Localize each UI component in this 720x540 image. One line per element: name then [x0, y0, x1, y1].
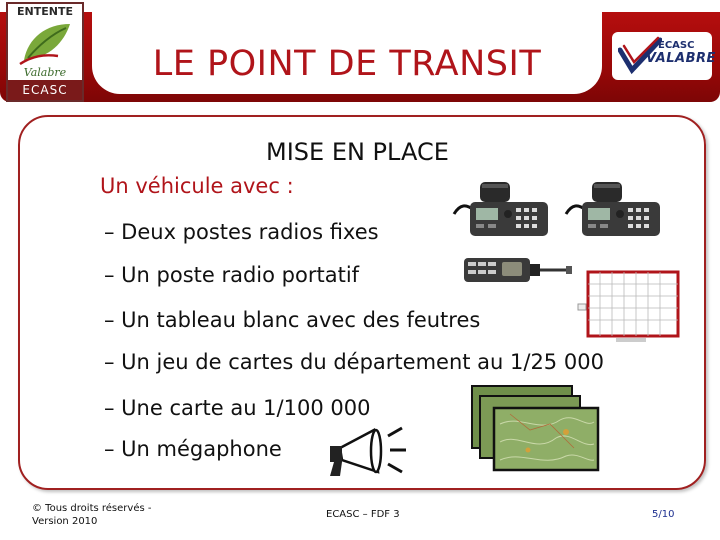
whiteboard-icon	[576, 270, 688, 346]
logo-line1: ECASC	[658, 40, 695, 51]
section-subtitle: MISE EN PLACE	[266, 138, 449, 166]
intro-text: Un véhicule avec :	[100, 174, 294, 198]
copyright-footer	[32, 502, 151, 528]
entente-logo	[6, 2, 84, 102]
list-item: – Un mégaphone	[104, 437, 282, 461]
list-item: – Un poste radio portatif	[104, 263, 360, 287]
logo-line2: VALABRE	[646, 51, 716, 66]
logo-bottom-text: ECASC	[8, 80, 82, 100]
leaf-icon	[18, 20, 74, 66]
fixed-radio-icon	[564, 180, 664, 242]
list-item: – Un jeu de cartes du département au 1/25 000	[104, 350, 604, 374]
handheld-radio-icon	[462, 254, 574, 288]
ecasc-valabre-logo	[612, 32, 716, 80]
list-item: – Une carte au 1/100 000	[104, 396, 371, 420]
list-item: – Un tableau blanc avec des feutres	[104, 308, 481, 332]
page-title: LE POINT DE TRANSIT	[152, 44, 542, 84]
logo-top-text: ENTENTE	[17, 5, 73, 18]
course-footer: ECASC – FDF 3	[326, 509, 400, 520]
page-number: 5/10	[652, 509, 675, 520]
megaphone-icon	[318, 420, 408, 482]
list-item: – Deux postes radios fixes	[104, 220, 379, 244]
copyright-line: © Tous droits réservés -	[32, 503, 152, 514]
logo-middle-text: Valabre	[23, 66, 67, 79]
topographic-map-icon	[470, 384, 602, 474]
version-line: Version 2010	[32, 516, 98, 527]
fixed-radio-icon	[452, 180, 552, 242]
